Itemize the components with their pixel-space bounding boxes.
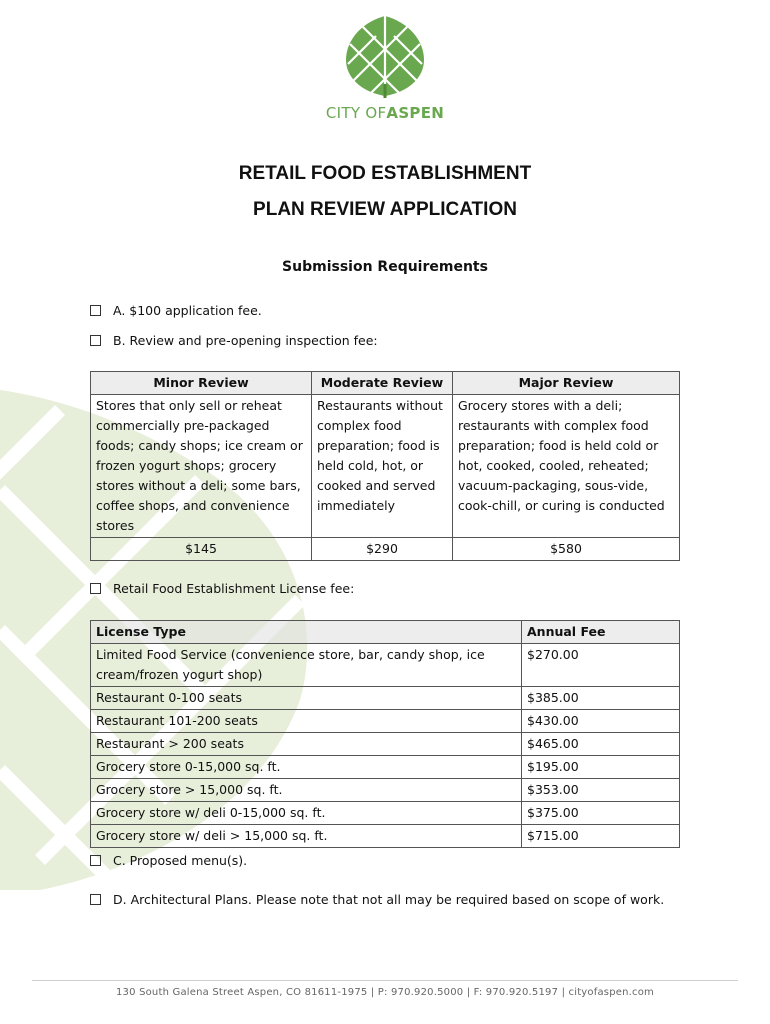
fee-type-cell: Limited Food Service (convenience store, bar, candy shop, ice cream/frozen yogurt shop) <box>91 644 522 687</box>
item-c-label: C. Proposed menu(s). <box>113 853 248 868</box>
review-desc-moderate: Restaurants without complex food preparation; food is held cold, hot, or cooked and served immediately <box>312 395 453 538</box>
checklist-item-d <box>90 892 664 907</box>
review-header-moderate: Moderate Review <box>312 372 453 395</box>
fee-header-type: License Type <box>91 621 522 644</box>
checkbox-d[interactable] <box>90 894 101 905</box>
fee-type-cell: Grocery store > 15,000 sq. ft. <box>91 779 522 802</box>
page-title-line-1: RETAIL FOOD ESTABLISHMENT <box>238 163 532 184</box>
review-price-moderate: $290 <box>312 538 453 561</box>
fee-header-row <box>91 621 680 644</box>
checklist-item-license <box>90 581 354 596</box>
checklist-item-b <box>90 333 378 348</box>
fee-amount-cell: $430.00 <box>522 710 680 733</box>
fee-header-annual: Annual Fee <box>522 621 680 644</box>
item-license-label: Retail Food Establishment License fee: <box>113 581 355 596</box>
item-d-label: D. Architectural Plans. Please note that not all may be required based on scope of work. <box>113 892 665 907</box>
fee-amount-cell: $715.00 <box>522 825 680 848</box>
checkbox-c[interactable] <box>90 855 101 866</box>
fee-type-cell: Restaurant > 200 seats <box>91 733 522 756</box>
fee-amount-cell: $270.00 <box>522 644 680 687</box>
table-row <box>91 825 680 848</box>
footer-divider <box>32 980 738 981</box>
table-row <box>91 779 680 802</box>
item-a-label: A. $100 application fee. <box>113 303 262 318</box>
review-price-major: $580 <box>453 538 680 561</box>
footer-contact: 130 South Galena Street Aspen, CO 81611-1975 | P: 970.920.5000 | F: 970.920.5197 | cityofaspen.com <box>116 987 654 998</box>
review-header-major: Major Review <box>453 372 680 395</box>
review-header-row <box>91 372 680 395</box>
checklist-item-a <box>90 303 262 318</box>
review-price-minor: $145 <box>91 538 312 561</box>
review-desc-minor: Stores that only sell or reheat commercially pre-packaged foods; candy shops; ice cream or frozen yogurt shops; grocery stores without a deli; some bars, coffee shops, and convenience stores <box>91 395 312 538</box>
checkbox-b[interactable] <box>90 335 101 346</box>
fee-amount-cell: $385.00 <box>522 687 680 710</box>
fee-type-cell: Grocery store w/ deli > 15,000 sq. ft. <box>91 825 522 848</box>
fee-type-cell: Restaurant 0-100 seats <box>91 687 522 710</box>
item-b-label: B. Review and pre-opening inspection fee: <box>113 333 378 348</box>
review-description-row <box>91 395 680 538</box>
license-fee-table <box>90 620 680 848</box>
fee-type-cell: Grocery store 0-15,000 sq. ft. <box>91 756 522 779</box>
table-row <box>91 733 680 756</box>
review-desc-major: Grocery stores with a deli; restaurants with complex food preparation; food is held cold or hot, cooked, cooled, reheated; vacuum-packaging, sous-vide, cook-chill, or curing is conducted <box>453 395 680 538</box>
aspen-leaf-logo <box>340 14 430 98</box>
logo-city-text: CITY OF <box>325 104 387 122</box>
logo-wordmark <box>300 104 470 122</box>
checklist-item-c <box>90 853 247 868</box>
review-price-row <box>91 538 680 561</box>
fee-amount-cell: $465.00 <box>522 733 680 756</box>
fee-amount-cell: $375.00 <box>522 802 680 825</box>
review-header-minor: Minor Review <box>91 372 312 395</box>
table-row <box>91 802 680 825</box>
page-title-line-2: PLAN REVIEW APPLICATION <box>253 199 517 220</box>
fee-amount-cell: $353.00 <box>522 779 680 802</box>
review-fee-table <box>90 371 680 561</box>
checkbox-license[interactable] <box>90 583 101 594</box>
logo-aspen-text: ASPEN <box>386 104 445 122</box>
table-row <box>91 710 680 733</box>
checkbox-a[interactable] <box>90 305 101 316</box>
table-row <box>91 687 680 710</box>
table-row <box>91 644 680 687</box>
fee-type-cell: Restaurant 101-200 seats <box>91 710 522 733</box>
table-row <box>91 756 680 779</box>
section-subtitle: Submission Requirements <box>282 259 488 275</box>
fee-type-cell: Grocery store w/ deli 0-15,000 sq. ft. <box>91 802 522 825</box>
fee-amount-cell: $195.00 <box>522 756 680 779</box>
